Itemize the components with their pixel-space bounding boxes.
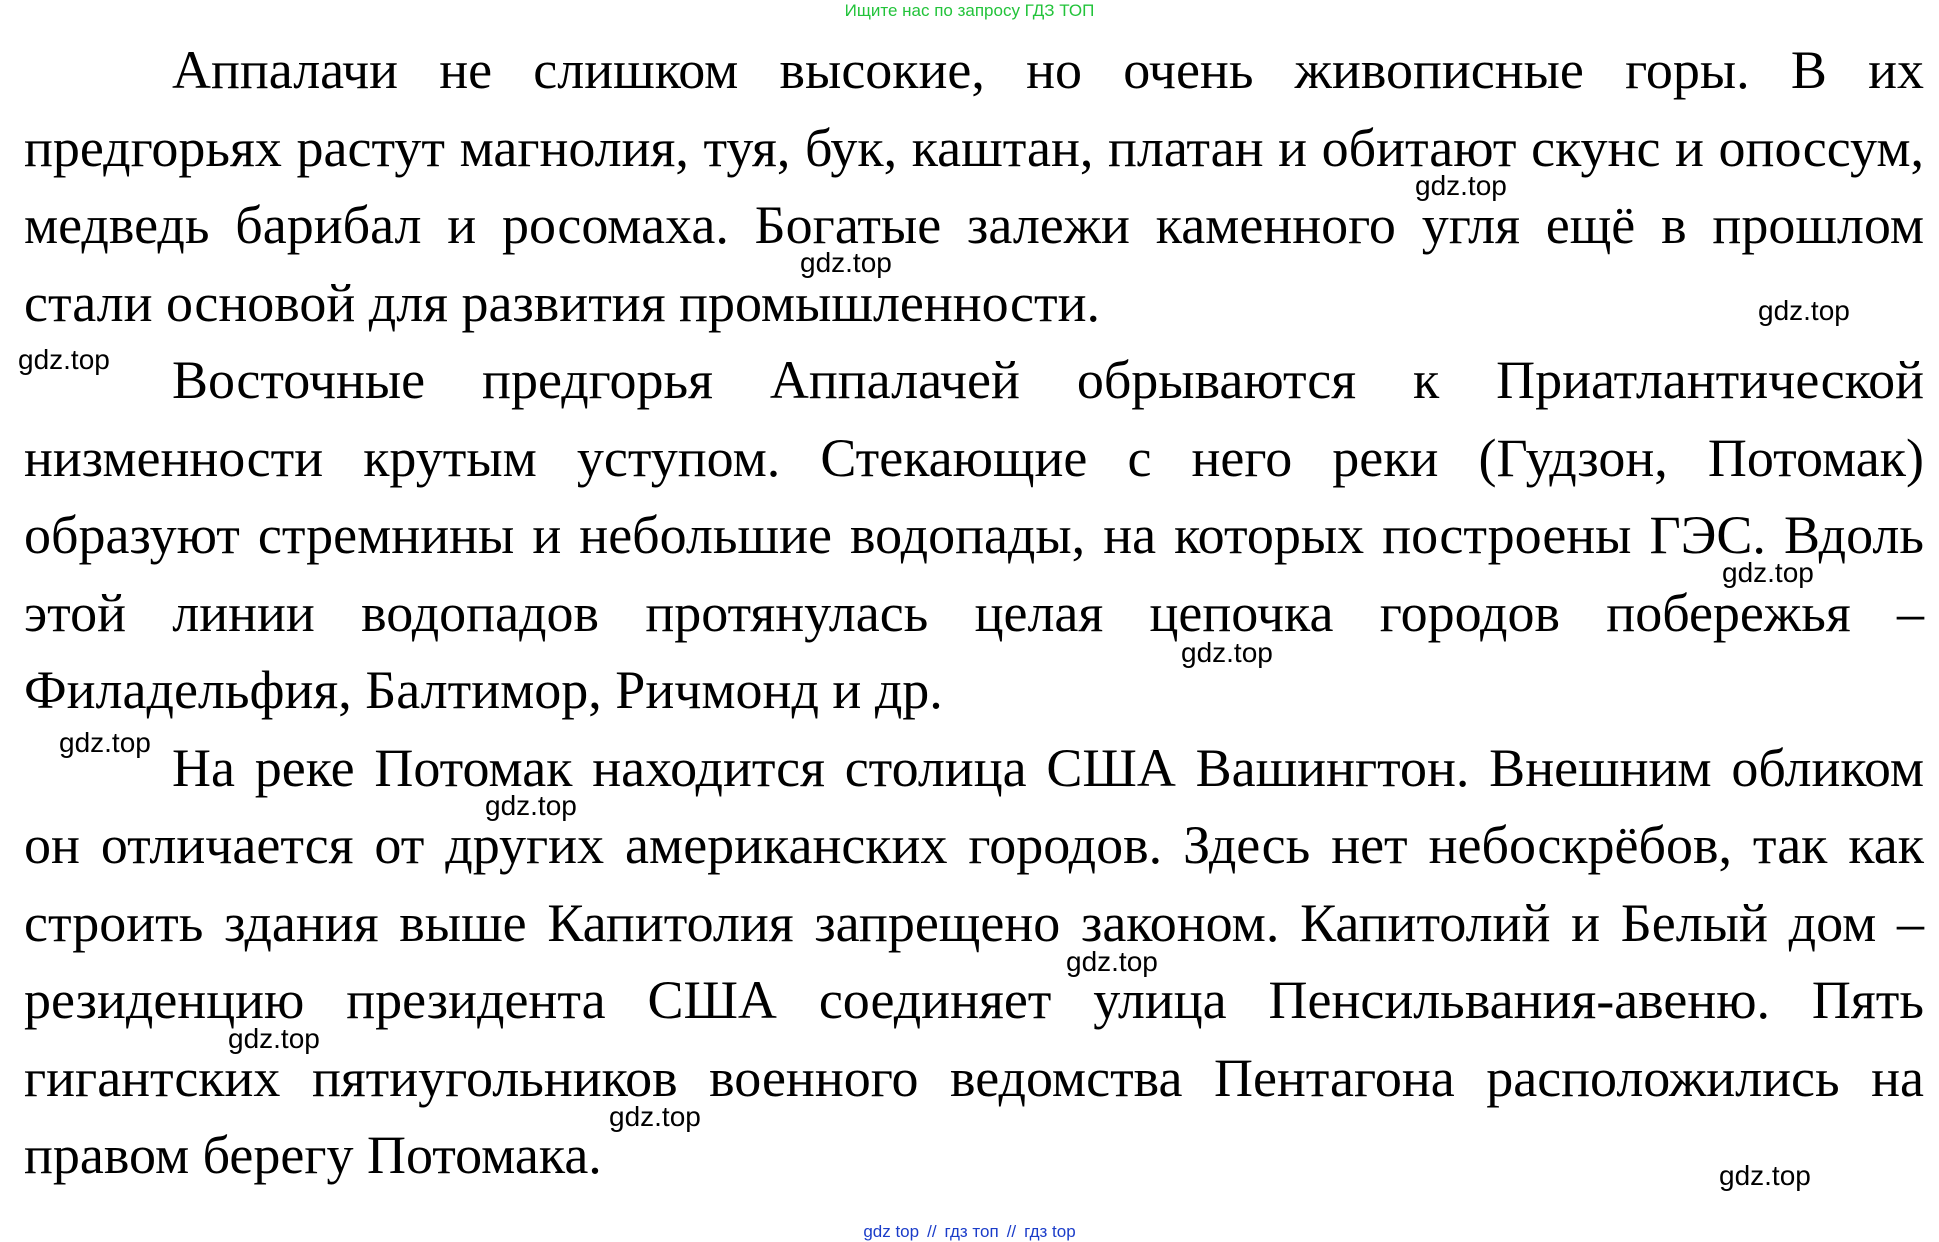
footer-separator: // xyxy=(927,1222,937,1241)
watermark: gdz.top xyxy=(228,1023,320,1054)
watermark: gdz.top xyxy=(800,247,892,278)
watermark: gdz.top xyxy=(609,1101,701,1132)
footer-item: гдз top xyxy=(1024,1222,1076,1241)
footer-separator: // xyxy=(1006,1222,1017,1241)
footer-item: gdz top xyxy=(863,1222,920,1241)
watermark: gdz.top xyxy=(1758,295,1850,326)
watermark: gdz.top xyxy=(18,344,110,375)
watermark: gdz.top xyxy=(1415,170,1507,201)
footer-links xyxy=(0,1222,1939,1242)
watermark: gdz.top xyxy=(1719,1160,1811,1191)
paragraph-eastern-foothills: Восточные предгорья Аппалачей обрываются к Приатлантической низменности крутым уступом. Стекающие с него реки (Гудзон, Потомак) образуют стремнины и небольшие водопады, на которых построены ГЭС. Вдоль этой линии водопадов протянулась целая цепочка городов побережья – Филадельфия, Балтимор, Ричмонд и др. xyxy=(24,350,1924,720)
paragraph-appalachians: Аппалачи не слишком высокие, но очень живописные горы. В их предгорьях растут магнолия, туя, бук, каштан, платан и обитают скунс и опоссум, медведь барибал и росомаха. Богатые залежи каменного угля ещё в прошлом стали основой для развития промышленности. xyxy=(24,40,1924,333)
top-banner: Ищите нас по запросу ГДЗ ТОП xyxy=(844,1,1095,20)
watermark: gdz.top xyxy=(1181,637,1273,668)
watermark: gdz.top xyxy=(1722,557,1814,588)
paragraph-washington: На реке Потомак находится столица США Вашингтон. Внешним обликом он отличается от других американских городов. Здесь нет небоскрёбов, так как строить здания выше Капитолия запрещено законом. Капитолий и Белый дом – резиденцию президента США соединяет улица Пенсильвания-авеню. Пять гигантских пятиугольников военного ведомства Пентагона расположились на правом берегу Потомака. xyxy=(24,737,1924,1185)
document-body xyxy=(24,32,1924,1195)
watermark: gdz.top xyxy=(1066,946,1158,977)
watermark: gdz.top xyxy=(59,727,151,758)
footer-item: гдз топ xyxy=(944,1222,999,1241)
watermark: gdz.top xyxy=(485,790,577,821)
